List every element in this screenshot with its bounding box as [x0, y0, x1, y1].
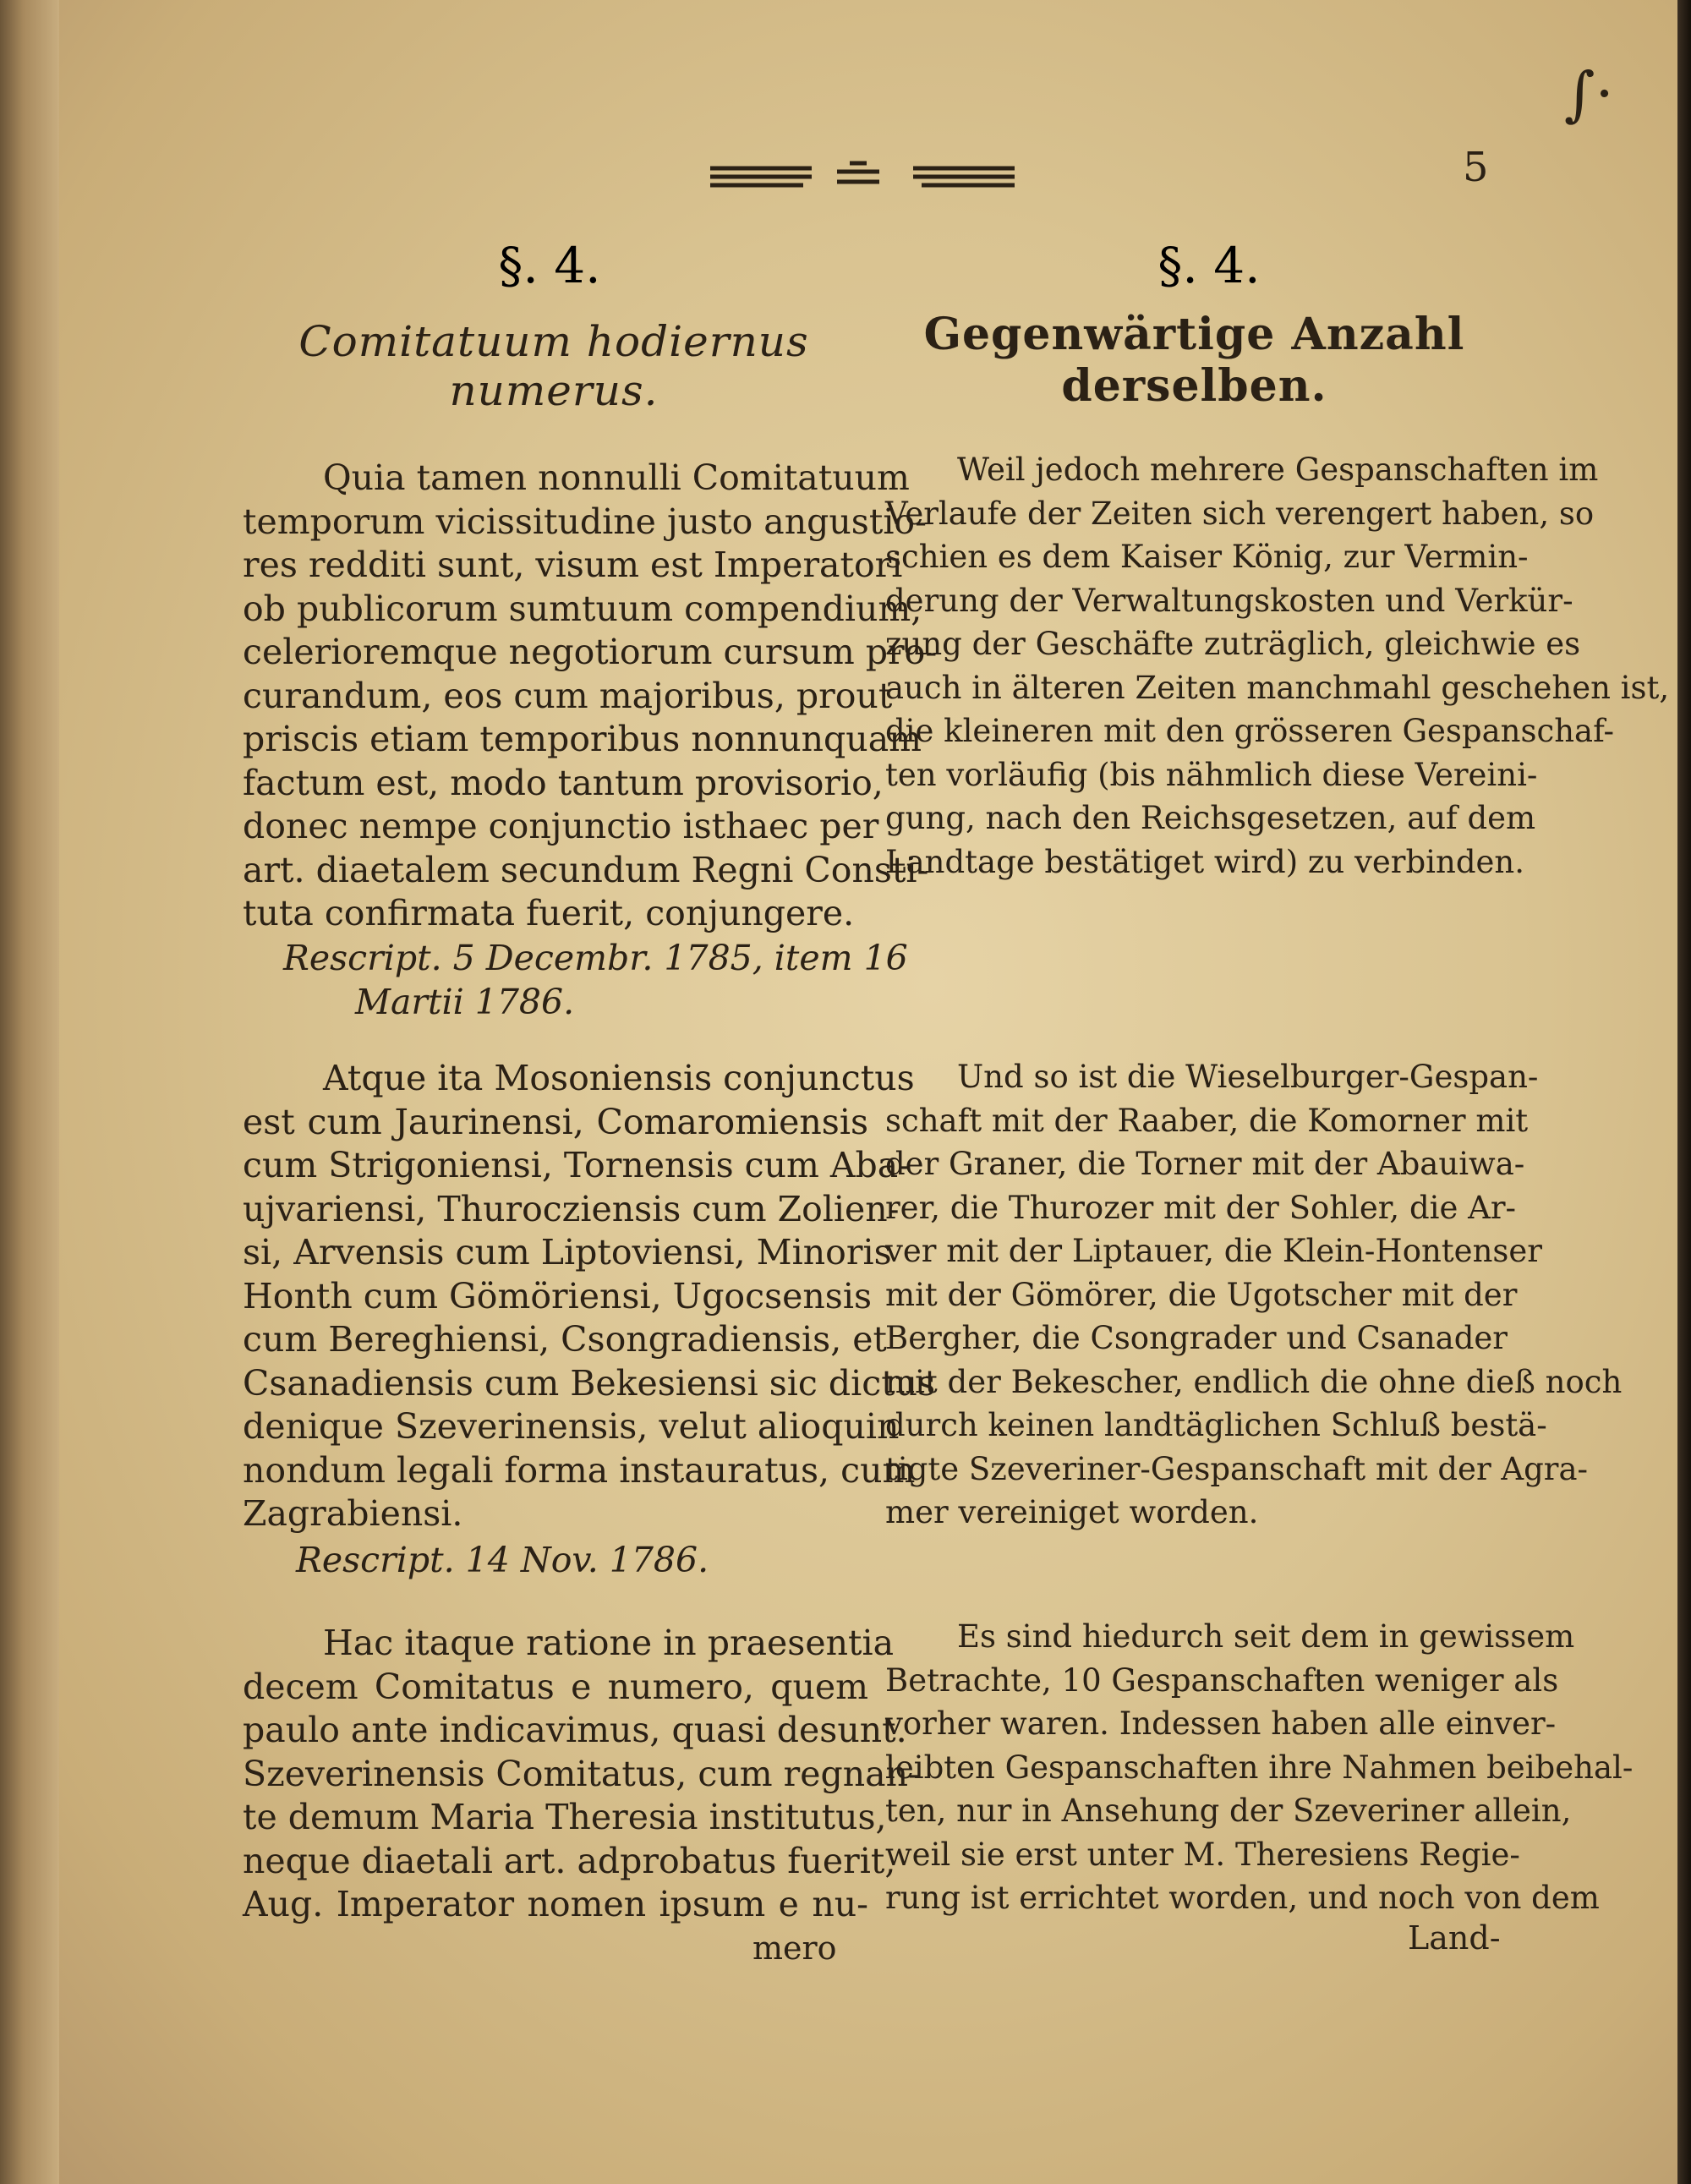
text-line: auch in älteren Zeiten manchmahl geschehen ist,	[885, 669, 1670, 706]
text-line: si, Arvensis cum Liptoviensi, Minoris	[243, 1232, 892, 1273]
text-line: tigte Szeveriner-Gespanschaft mit der Agra-	[885, 1450, 1589, 1487]
left-rescript-1b: Martii 1786.	[355, 982, 575, 1022]
text-line: neque diaetali art. adprobatus fuerit,	[243, 1840, 896, 1881]
text-line: Quia tamen nonnulli Comitatuum	[323, 457, 910, 498]
text-line: paulo ante indicavimus, quasi desunt.	[243, 1710, 907, 1750]
right-heading: Gegenwärtige Anzahl derselben.	[923, 309, 1465, 412]
text-line: der Graner, die Torner mit der Abauiwa-	[885, 1146, 1525, 1182]
text-line: nondum legali forma instauratus, cum	[243, 1449, 916, 1491]
text-line: mit der Gömörer, die Ugotscher mit der	[885, 1276, 1518, 1313]
text-line: decem Comitatus e numero, quem	[243, 1666, 868, 1707]
text-line: die kleineren mit den grösseren Gespanschaf-	[885, 713, 1614, 749]
left-paragraph-1	[243, 457, 938, 936]
header-ornament-rule	[710, 156, 1032, 199]
left-section-number: §. 4.	[498, 237, 601, 294]
text-line: mer vereiniget worden.	[885, 1494, 1259, 1530]
text-line: est cum Jaurinensi, Comaromiensis	[243, 1101, 868, 1142]
text-line: curandum, eos cum majoribus, prout	[243, 675, 893, 716]
text-line: Zagrabiensi.	[243, 1493, 463, 1534]
text-line: ten, nur in Ansehung der Szeveriner allein,	[885, 1793, 1572, 1829]
text-line: durch keinen landtäglichen Schluß bestä-	[885, 1407, 1547, 1443]
text-line: celerioremque negotiorum cursum pro-	[243, 632, 938, 672]
text-line: te demum Maria Theresia institutus,	[243, 1797, 887, 1837]
text-line: Es sind hiedurch seit dem in gewissem	[957, 1618, 1575, 1655]
text-line: ob publicorum sumtuum compendium,	[243, 588, 922, 629]
right-catchword: Land-	[1408, 1919, 1501, 1957]
text-line: donec nempe conjunctio isthaec per	[243, 806, 879, 846]
text-line: mit der Bekescher, endlich die ohne dieß noch	[885, 1363, 1623, 1400]
left-paragraph-2	[243, 1057, 936, 1536]
text-line: Atque ita Mosoniensis conjunctus	[323, 1058, 915, 1098]
text-line: Honth cum Gömöriensi, Ugocsensis	[243, 1275, 872, 1316]
book-spine-shadow	[0, 0, 59, 2184]
text-line: Csanadiensis cum Bekesiensi sic dictus	[243, 1362, 936, 1404]
left-paragraph-3	[243, 1622, 920, 1927]
right-paragraph-1	[885, 448, 1670, 884]
text-line: Betrachte, 10 Gespanschaften weniger als	[885, 1661, 1559, 1699]
page-edge-shadow	[1677, 0, 1691, 2184]
text-line: schien es dem Kaiser König, zur Vermin-	[885, 539, 1529, 575]
text-line: Weil jedoch mehrere Gespanschaften im	[957, 452, 1599, 488]
right-paragraph-2	[885, 1055, 1623, 1535]
text-line: Bergher, die Csongrader und Csanader	[885, 1320, 1508, 1356]
text-line: vorher waren. Indessen haben alle einver-	[885, 1705, 1557, 1742]
left-rescript-1a: Rescript. 5 Decembr. 1785, item 16	[283, 938, 908, 978]
left-rescript-2: Rescript. 14 Nov. 1786.	[296, 1540, 709, 1580]
text-line: gung, nach den Reichsgesetzen, auf dem	[885, 800, 1536, 836]
text-line: factum est, modo tantum provisorio,	[243, 762, 884, 803]
text-line: ten vorläufig (bis nähmlich diese Vereini-	[885, 756, 1538, 793]
text-line: Szeverinensis Comitatus, cum regnan-	[243, 1753, 920, 1794]
text-line: temporum vicissitudine justo angustio-	[243, 501, 927, 542]
right-paragraph-3	[885, 1615, 1634, 1920]
text-line: Landtage bestätiget wird) zu verbinden.	[885, 843, 1524, 880]
text-line: res redditi sunt, visum est Imperatori	[243, 545, 903, 585]
right-section-number: §. 4.	[1157, 237, 1261, 294]
text-line: tuta confirmata fuerit, conjungere.	[243, 893, 855, 933]
text-line: ver mit der Liptauer, die Klein-Hontenser	[885, 1233, 1542, 1269]
page-number: 5	[1463, 144, 1489, 191]
text-line: cum Strigoniensi, Tornensis cum Aba-	[243, 1145, 911, 1185]
text-line: priscis etiam temporibus nonnunquam	[243, 719, 922, 759]
text-line: denique Szeverinensis, velut alioquin	[243, 1406, 900, 1447]
text-line: cum Bereghiensi, Csongradiensis, et	[243, 1319, 888, 1360]
text-line: leibten Gespanschaften ihre Nahmen beibehal-	[885, 1749, 1634, 1786]
text-line: derung der Verwaltungskosten und Verkür-	[885, 582, 1573, 619]
text-line: Aug. Imperator nomen ipsum e nu-	[243, 1884, 868, 1924]
text-line: schaft mit der Raaber, die Komorner mit	[885, 1102, 1529, 1139]
text-line: zung der Geschäfte zuträglich, gleichwie es	[885, 626, 1581, 662]
text-line: Verlaufe der Zeiten sich verengert haben, so	[885, 495, 1595, 532]
left-heading: Comitatuum hodiernus numerus.	[298, 317, 809, 415]
text-line: rung ist errichtet worden, und noch von dem	[885, 1880, 1600, 1916]
text-line: ujvariensi, Thurocziensis cum Zolien-	[243, 1188, 900, 1229]
text-line: rer, die Thurozer mit der Sohler, die Ar-	[885, 1189, 1517, 1226]
corner-ink-mark: ∫·	[1564, 59, 1614, 129]
text-line: weil sie erst unter M. Theresiens Regie-	[885, 1836, 1520, 1873]
text-line: Hac itaque ratione in praesentia	[323, 1623, 895, 1663]
text-line: art. diaetalem secundum Regni Consti-	[243, 849, 929, 890]
text-line: Und so ist die Wieselburger-Gespan-	[957, 1059, 1539, 1095]
left-catchword: mero	[752, 1929, 837, 1967]
